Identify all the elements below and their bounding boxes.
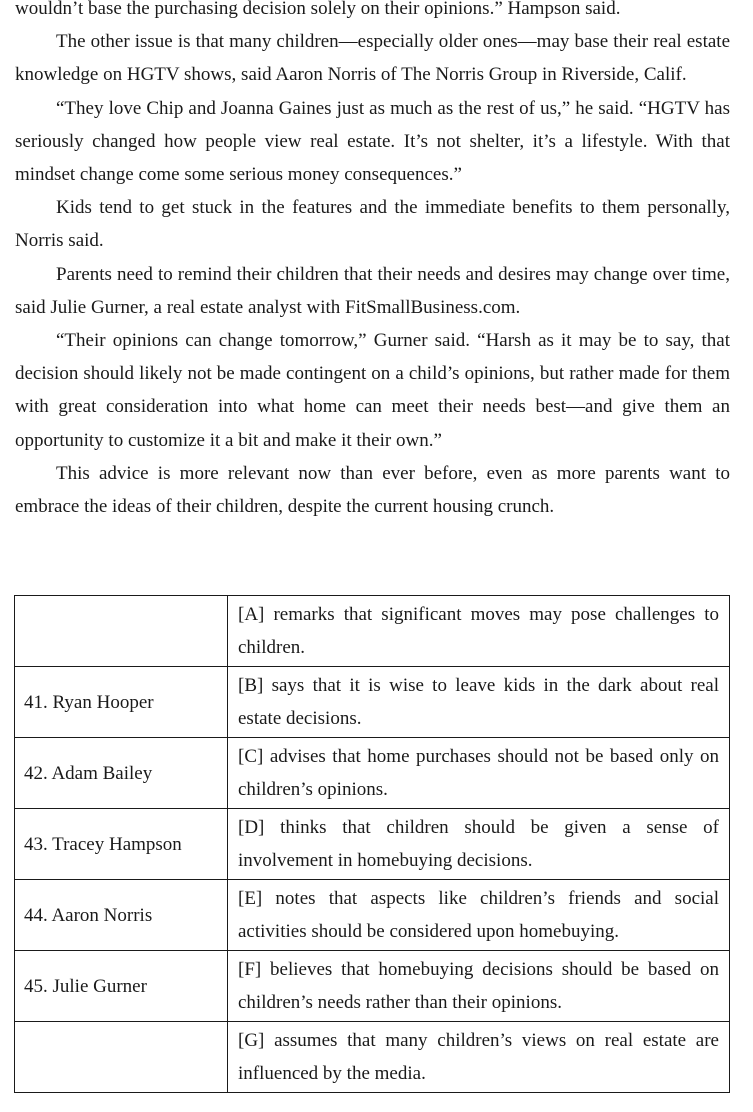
paragraph: The other issue is that many children—especially older ones—may base their real estate knowledge on HGTV shows, said Aaron Norris of The Norris Group in Riverside, Calif. — [15, 31, 730, 86]
person-name: 42. Adam Bailey — [15, 738, 228, 809]
matching-table — [14, 595, 730, 1093]
person-name: 41. Ryan Hooper — [15, 667, 228, 738]
table-row — [15, 667, 730, 738]
option-statement: [F] believes that homebuying decisions should be based on children’s needs rather than their opinions. — [228, 951, 730, 1022]
paragraph: “Their opinions can change tomorrow,” Gurner said. “Harsh as it may be to say, that decision should likely not be made contingent on a child’s opinions, but rather made for them with great consideration into what home can meet their needs best—and give them an opportunity to customize it a bit and make it their own.” — [15, 330, 730, 451]
option-statement: [C] advises that home purchases should not be based only on children’s opinions. — [228, 738, 730, 809]
passage-text — [15, 0, 730, 523]
person-name — [15, 596, 228, 667]
table-row — [15, 596, 730, 667]
person-name: 45. Julie Gurner — [15, 951, 228, 1022]
paragraph: Kids tend to get stuck in the features and the immediate benefits to them personally, Norris said. — [15, 197, 730, 252]
option-statement: [G] assumes that many children’s views on real estate are influenced by the media. — [228, 1022, 730, 1093]
paragraph: wouldn’t base the purchasing decision solely on their opinions.” Hampson said. — [15, 0, 621, 19]
option-statement: [D] thinks that children should be given a sense of involvement in homebuying decisions. — [228, 809, 730, 880]
table-row — [15, 809, 730, 880]
table-row — [15, 880, 730, 951]
table-row — [15, 1022, 730, 1093]
paragraph: “They love Chip and Joanna Gaines just as much as the rest of us,” he said. “HGTV has seriously changed how people view real estate. It’s not shelter, it’s a lifestyle. With that mindset change come some serious money consequences.” — [15, 97, 730, 186]
table-row — [15, 951, 730, 1022]
paragraph: This advice is more relevant now than ever before, even as more parents want to embrace the ideas of their children, despite the current housing crunch. — [15, 462, 730, 518]
option-statement: [B] says that it is wise to leave kids in the dark about real estate decisions. — [228, 667, 730, 738]
table-row — [15, 738, 730, 809]
person-name — [15, 1022, 228, 1093]
option-statement: [E] notes that aspects like children’s friends and social activities should be considered upon homebuying. — [228, 880, 730, 951]
person-name: 43. Tracey Hampson — [15, 809, 228, 880]
person-name: 44. Aaron Norris — [15, 880, 228, 951]
paragraph: Parents need to remind their children that their needs and desires may change over time, said Julie Gurner, a real estate analyst with FitSmallBusiness.com. — [15, 263, 730, 318]
option-statement: [A] remarks that significant moves may pose challenges to children. — [228, 596, 730, 667]
